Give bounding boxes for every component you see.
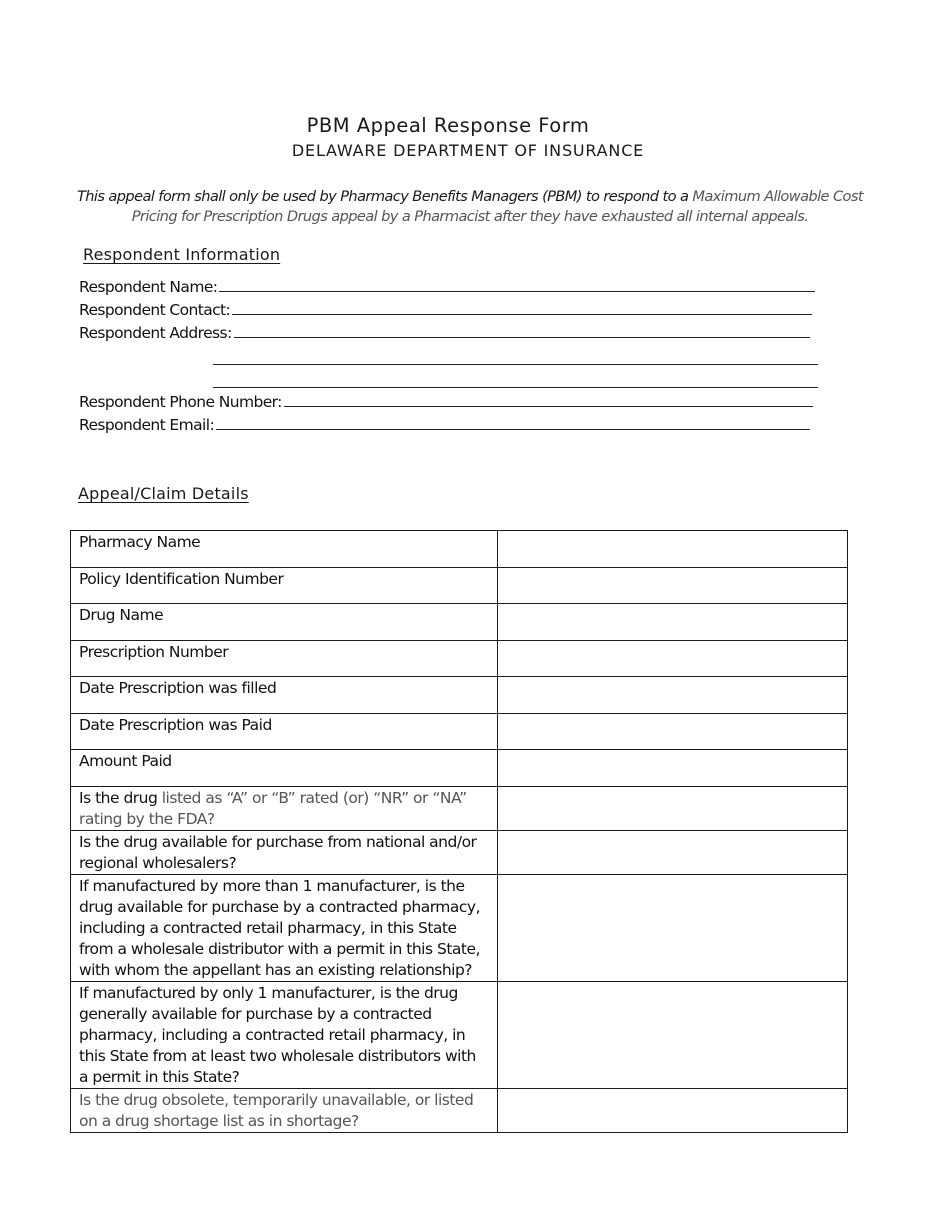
respondent-email-label: Respondent Email:: [79, 416, 215, 434]
multi-manufacturer-label: If manufactured by more than 1 manufacturer, is the drug available for purchase by a contracted pharmacy, including a contracted retail pharmacy, in this State from a wholesale distributor with a permit in this State, with whom the appellant has an existing relationship?: [71, 874, 498, 981]
intro-text-part2: Maximum Allowable Cost Pricing for Prescription Drugs appeal by a Pharmacist after they have exhausted all internal appeals.: [131, 188, 864, 225]
table-row: [71, 874, 848, 981]
form-title: PBM Appeal Response Form: [306, 114, 590, 137]
pharmacy-name-label: Pharmacy Name: [71, 531, 498, 568]
intro-text-part1: This appeal form shall only be used by Pharmacy Benefits Managers (PBM) to respond to a: [76, 188, 689, 205]
respondent-contact-row: [79, 299, 812, 321]
wholesaler-availability-input[interactable]: [497, 830, 847, 874]
table-row: [71, 677, 848, 714]
respondent-email-row: [79, 414, 810, 436]
respondent-address-line-3[interactable]: [213, 387, 818, 388]
table-row: [71, 640, 848, 677]
drug-shortage-label: Is the drug obsolete, temporarily unavailable, or listed on a drug shortage list as in shortage?: [71, 1088, 498, 1132]
fda-rating-label: [71, 786, 498, 830]
amount-paid-input[interactable]: [497, 750, 847, 787]
table-row: [71, 604, 848, 641]
policy-id-input[interactable]: [497, 567, 847, 604]
table-row: [71, 830, 848, 874]
table-row: [71, 567, 848, 604]
respondent-name-field[interactable]: [219, 277, 815, 292]
date-paid-label: Date Prescription was Paid: [71, 713, 498, 750]
drug-shortage-input[interactable]: [497, 1088, 847, 1132]
date-filled-input[interactable]: [497, 677, 847, 714]
respondent-contact-field[interactable]: [232, 300, 812, 315]
single-manufacturer-label: If manufactured by only 1 manufacturer, is the drug generally available for purchase by a contracted pharmacy, including a contracted retail pharmacy, in this State from at least two wholesale distributors with a permit in this State?: [71, 981, 498, 1088]
respondent-address-label: Respondent Address:: [79, 324, 232, 342]
single-manufacturer-input[interactable]: [497, 981, 847, 1088]
date-paid-input[interactable]: [497, 713, 847, 750]
respondent-section-heading: Respondent Information: [83, 245, 281, 264]
date-filled-label: Date Prescription was filled: [71, 677, 498, 714]
multi-manufacturer-input[interactable]: [497, 874, 847, 981]
respondent-phone-field[interactable]: [284, 392, 813, 407]
respondent-name-row: [79, 276, 815, 298]
respondent-address-field[interactable]: [234, 323, 810, 338]
drug-name-label: Drug Name: [71, 604, 498, 641]
table-row: [71, 1088, 848, 1132]
fda-rating-label-rest: listed as “A” or “B” rated (or) “NR” or “NA” rating by the FDA?: [79, 788, 467, 828]
drug-name-input[interactable]: [497, 604, 847, 641]
respondent-contact-label: Respondent Contact:: [79, 301, 231, 319]
table-row: [71, 786, 848, 830]
respondent-phone-row: [79, 391, 813, 413]
appeal-details-table: [70, 530, 848, 1133]
prescription-number-label: Prescription Number: [71, 640, 498, 677]
pharmacy-name-input[interactable]: [497, 531, 847, 568]
policy-id-label: Policy Identification Number: [71, 567, 498, 604]
prescription-number-input[interactable]: [497, 640, 847, 677]
appeal-section-heading: Appeal/Claim Details: [78, 484, 249, 503]
respondent-email-field[interactable]: [216, 415, 810, 430]
respondent-address-line-2[interactable]: [213, 364, 818, 365]
fda-rating-input[interactable]: [497, 786, 847, 830]
table-row: [71, 713, 848, 750]
respondent-name-label: Respondent Name:: [79, 278, 218, 296]
table-row: [71, 531, 848, 568]
fda-rating-label-lead: Is the drug: [79, 788, 158, 807]
respondent-address-row: [79, 322, 810, 344]
respondent-phone-label: Respondent Phone Number:: [79, 393, 282, 411]
intro-paragraph: [72, 187, 868, 227]
department-name: DELAWARE DEPARTMENT OF INSURANCE: [291, 141, 645, 160]
table-row: [71, 750, 848, 787]
amount-paid-label: Amount Paid: [71, 750, 498, 787]
table-row: [71, 981, 848, 1088]
wholesaler-availability-label: Is the drug available for purchase from national and/or regional wholesalers?: [71, 830, 498, 874]
